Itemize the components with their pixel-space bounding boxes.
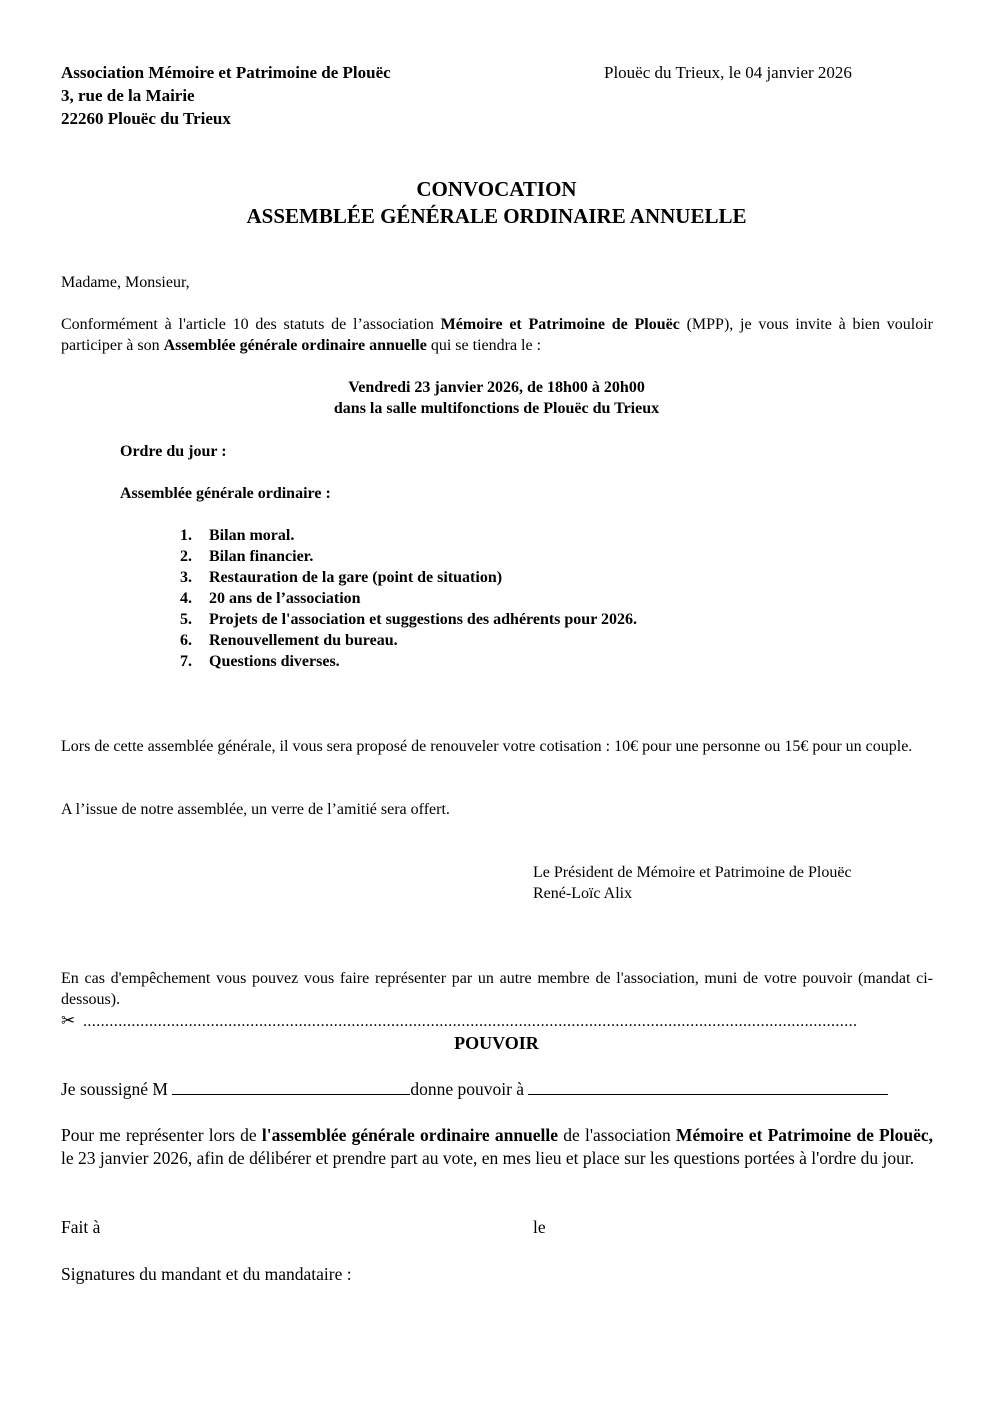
intro-paragraph: [61, 314, 933, 356]
intro-text-2: (MPP), je vous invite à bien vouloir participer à son: [61, 316, 934, 354]
pouvoir-title: POUVOIR: [454, 1033, 539, 1053]
empechement-paragraph: En cas d'empêchement vous pouvez vous faire représenter par un autre membre de l'association, muni de votre pouvoir (mandat ci-dessous).: [61, 970, 933, 1008]
donne-pouvoir-label: donne pouvoir à: [410, 1079, 525, 1099]
cut-dots: ................................................................................................................................................................................: [83, 1013, 858, 1030]
agenda-item: 4. 20 ans de l’association: [180, 590, 361, 607]
meeting-date: Vendredi 23 janvier 2026, de 18h00 à 20h00: [348, 379, 645, 396]
representation-paragraph: Pour me représenter lors de l'assemblée générale ordinaire annuelle de l'association Mémoire et Patrimoine de Plouëc, le 23 janvier 2026, afin de délibérer et prendre part au vote, en mes lieu et place sur les questions portées à l'ordre du jour.: [61, 1125, 933, 1168]
intro-assoc-name: Mémoire et Patrimoine de Plouëc: [440, 316, 680, 333]
agenda-item: 3. Restauration de la gare (point de situation): [180, 569, 503, 586]
agenda-subheading: Assemblée générale ordinaire :: [120, 485, 331, 502]
signature-name: René-Loïc Alix: [533, 885, 633, 902]
meeting-place: dans la salle multifonctions de Plouëc du Trieux: [333, 400, 660, 417]
fait-a-label: Fait à: [61, 1217, 101, 1237]
sender-name: Association Mémoire et Patrimoine de Plouëc: [61, 63, 391, 82]
intro-text-3: qui se tiendra le :: [426, 337, 542, 354]
meeting-details: [0, 377, 993, 419]
cut-line: [61, 1011, 921, 1031]
document-title: [0, 176, 993, 230]
sender-block: [61, 61, 391, 130]
agenda-item: 6. Renouvellement du bureau.: [180, 632, 398, 649]
salutation: Madame, Monsieur,: [61, 274, 190, 291]
cotisation-paragraph: Lors de cette assemblée générale, il vous sera proposé de renouveler votre cotisation : 10€ pour une personne ou 15€ pour un couple.: [61, 738, 913, 755]
signatures-label: Signatures du mandant et du mandataire :: [61, 1264, 352, 1284]
mandataire-name-blank[interactable]: [528, 1078, 888, 1095]
intro-meeting-name: Assemblée générale ordinaire annuelle: [163, 337, 427, 354]
agenda-item: 5. Projets de l'association et suggestions des adhérents pour 2026.: [180, 611, 638, 628]
signature-block: [533, 862, 852, 904]
soussigne-line: [61, 1078, 888, 1101]
verre-paragraph: A l’issue de notre assemblée, un verre de l’amitié sera offert.: [61, 801, 450, 818]
scissors-icon: ✂: [61, 1011, 76, 1031]
soussigne-label: Je soussigné M: [61, 1079, 168, 1099]
sender-city: 22260 Plouëc du Trieux: [61, 109, 231, 128]
sender-street: 3, rue de la Mairie: [61, 86, 195, 105]
mandant-name-blank[interactable]: [172, 1078, 410, 1095]
repr-assoc-name: Mémoire et Patrimoine de Plouëc,: [675, 1125, 933, 1145]
le-label: le: [533, 1217, 546, 1237]
intro-text-1: Conformément à l'article 10 des statuts de l’association: [61, 316, 441, 333]
place-date: Plouëc du Trieux, le 04 janvier 2026: [604, 63, 852, 82]
signature-role: Le Président de Mémoire et Patrimoine de Plouëc: [533, 864, 852, 881]
repr-meeting-name: l'assemblée générale ordinaire annuelle: [261, 1125, 559, 1145]
agenda-list: [180, 525, 637, 672]
title-line-2: ASSEMBLÉE GÉNÉRALE ORDINAIRE ANNUELLE: [246, 204, 747, 228]
agenda-item: 2. Bilan financier.: [180, 548, 314, 565]
agenda-item: 1. Bilan moral.: [180, 527, 295, 544]
agenda-heading: Ordre du jour :: [120, 443, 227, 460]
title-line-1: CONVOCATION: [416, 177, 577, 201]
agenda-item: 7. Questions diverses.: [180, 653, 340, 670]
